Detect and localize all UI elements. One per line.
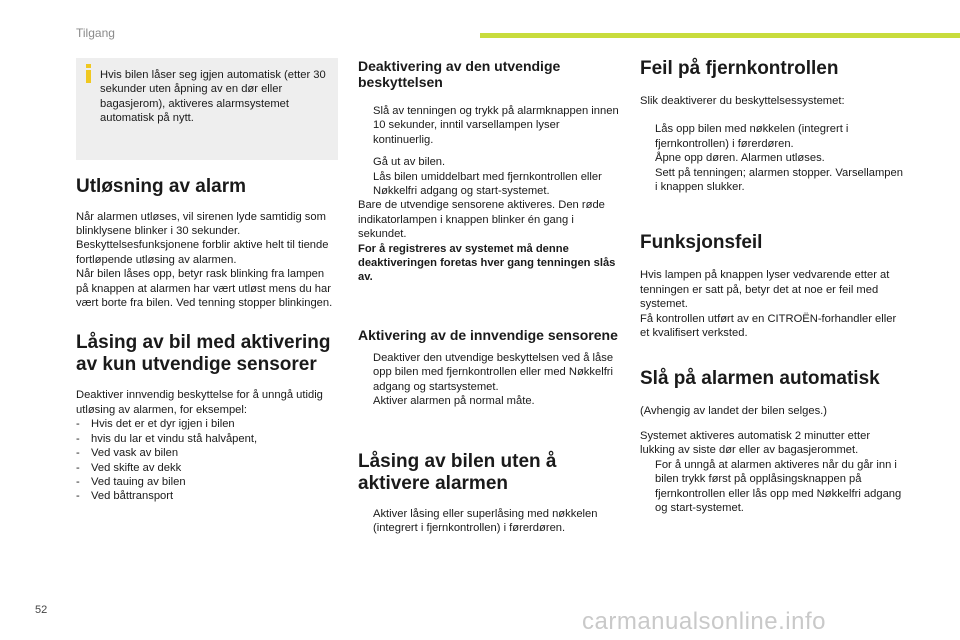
info-icon-bar [86, 70, 91, 83]
list-item: - Ved skifte av dekk [76, 461, 182, 474]
list-item: - Hvis det er et dyr igjen i bilen [76, 418, 235, 431]
column-left [76, 58, 338, 504]
paragraph-alarm-triggered: Når alarmen utløses, vil sirenen lyde samtidig som blinklysene blinker i 30 sekunder. [76, 210, 326, 238]
paragraph-alarm-triggered-2: Beskyttelsesfunksjonene forblir aktive helt til tiende fortløpende utløsing av alarmen. [76, 239, 329, 266]
step-item: Deaktiver den utvendige beskyttelsen ved å låse opp bilen med fjernkontrollen eller med Nøkkelfri adgang og startsystemet. [358, 351, 620, 394]
step-item: Slå av tenningen og trykk på alarmknappen innen 10 sekunder, inntil varsellampen lyser kontinuerlig. [358, 104, 620, 147]
paragraph-alarm-triggered-3: Når bilen låses opp, betyr rask blinking fra lampen på knappen at alarmen har vært utløst mens du har vært borte fra bilen. Ved tenning stopper blinkingen. [76, 268, 333, 310]
heading-lock-without-alarm: Låsing av bilen uten å aktivere alarmen [358, 450, 557, 494]
step-bullet-icon [358, 104, 373, 147]
paragraph-auto-alarm-country: (Avhengig av landet der bilen selges.) [640, 405, 827, 418]
step-bullet-icon [640, 166, 655, 195]
step-bullet-icon [640, 458, 655, 516]
heading-auto-alarm: Slå på alarmen automatisk [640, 368, 880, 390]
step-item: Gå ut av bilen. [358, 155, 620, 169]
step-item: Aktiver alarmen på normal måte. [358, 394, 620, 408]
step-bullet-icon [358, 394, 373, 408]
list-example-situations [76, 417, 338, 503]
info-text: Hvis bilen låser seg igjen automatisk (etter 30 sekunder uten åpning av en dør eller bagasjerom), aktiveres alarmsystemet automatisk på nytt. [100, 69, 326, 125]
step-item: Aktiver låsing eller superlåsing med nøkkelen (integrert i fjernkontrollen) i førerdøren. [358, 507, 620, 536]
section-title: Tilgang [76, 26, 115, 40]
step-item: For å unngå at alarmen aktiveres når du går inn i bilen trykk først på opplåsingsknappen på fjernkontrollen eller lås opp med Nøkkelfri adgang og start-systemet. [640, 458, 905, 516]
heading-remote-failure: Feil på fjernkontrollen [640, 58, 839, 79]
paragraph-auto-alarm: Systemet aktiveres automatisk 2 minutter etter lukking av siste dør eller av bagasjerommet. [640, 429, 871, 457]
info-box [76, 58, 338, 160]
list-item: - Ved båttransport [76, 490, 174, 503]
step-bullet-icon [358, 170, 373, 199]
section-accent-bar [480, 33, 960, 38]
page-number: 52 [35, 604, 48, 616]
column-right [640, 58, 905, 515]
info-icon [86, 64, 91, 68]
heading-activate-interior: Aktivering av de innvendige sensorene [358, 326, 618, 343]
heading-deactivate-exterior: Deaktivering av den utvendige beskyttelsen [358, 58, 561, 90]
paragraph-exterior-only: Bare de utvendige sensorene aktiveres. Den røde indikatorlampen i knappen blinker én gang i sekundet. [358, 199, 605, 241]
paragraph-malfunction: Hvis lampen på knappen lyser vedvarende etter at tenningen er satt på, betyr det at noe er feil med systemet. [640, 269, 890, 311]
paragraph-malfunction-2: Få kontrollen utført av en CITROËN-forhandler eller et kvalifisert verksted. [640, 312, 897, 340]
list-item: - Ved tauing av bilen [76, 475, 186, 488]
column-middle [358, 58, 620, 535]
step-bullet-icon [358, 155, 373, 169]
step-bullet-icon [640, 122, 655, 151]
step-item: Lås bilen umiddelbart med fjernkontrollen eller Nøkkelfri adgang og start-systemet. [358, 170, 620, 199]
step-bullet-icon [358, 507, 373, 536]
step-bullet-icon [358, 351, 373, 394]
paragraph-lock-exterior-only: Deaktiver innvendig beskyttelse for å unngå utidig utløsing av alarmen, for eksempel: [76, 389, 323, 416]
list-item: - hvis du lar et vindu stå halvåpent, [76, 432, 258, 445]
step-item: Sett på tenningen; alarmen stopper. Varsellampen i knappen slukker. [640, 166, 905, 195]
step-item: Åpne opp døren. Alarmen utløses. [640, 151, 905, 165]
heading-malfunction: Funksjonsfeil [640, 232, 763, 254]
paragraph-note-bold: For å registreres av systemet må denne deaktiveringen foretas hver gang tenningen slås av. [358, 242, 616, 284]
heading-alarm-triggered: Utløsning av alarm [76, 175, 246, 197]
watermark: carmanualsonline.info [582, 608, 826, 635]
step-item: Lås opp bilen med nøkkelen (integrert i fjernkontrollen) i førerdøren. [640, 122, 905, 151]
list-item: - Ved vask av bilen [76, 447, 179, 460]
paragraph-remote-failure: Slik deaktiverer du beskyttelsessystemet: [640, 95, 845, 107]
step-bullet-icon [640, 151, 655, 165]
heading-lock-exterior-only: Låsing av bil med aktivering av kun utvendige sensorer [76, 332, 331, 376]
